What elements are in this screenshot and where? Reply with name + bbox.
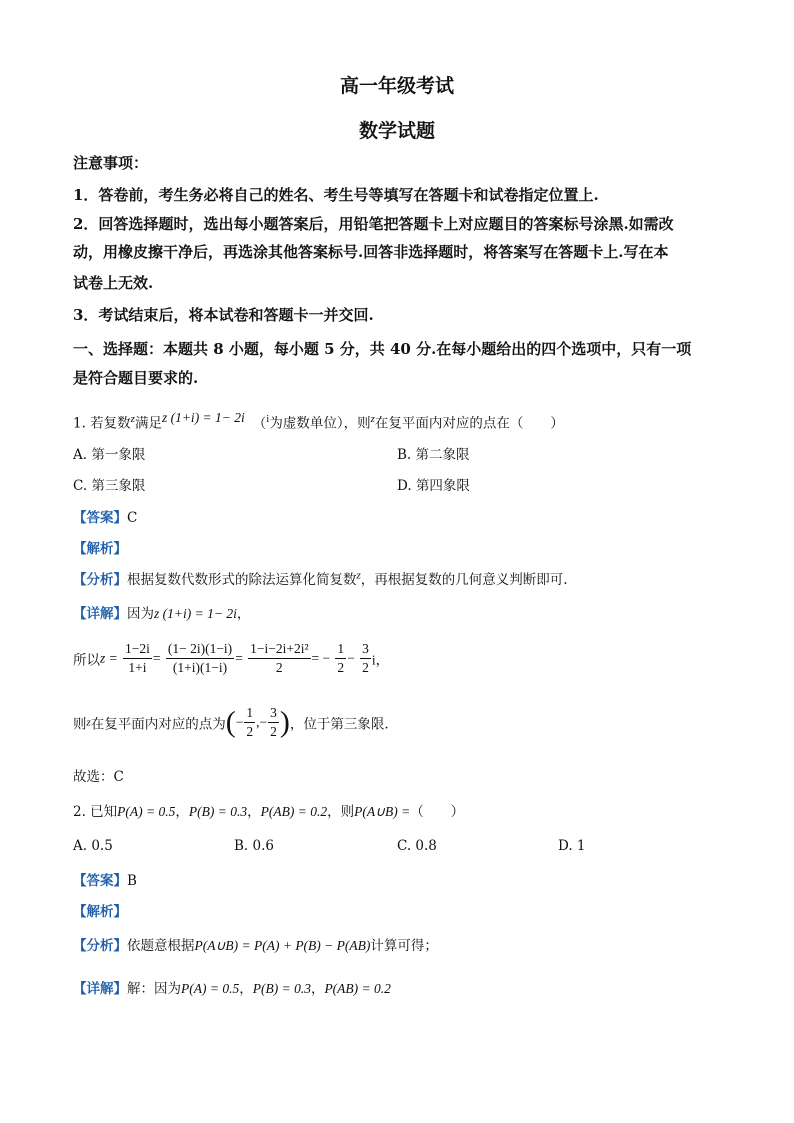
note-line: 动，用橡皮擦干净后，再选涂其他答案标号.回答非选择题时，将答案写在答题卡上.写在本 <box>73 243 669 261</box>
option-a: A. 第一象限 <box>73 447 146 463</box>
option-a: A. 0.5 <box>73 838 113 854</box>
option-c: C. 第三象限 <box>73 478 146 494</box>
answer-row: 【答案】B <box>73 873 137 889</box>
analysis-tag: 【解析】 <box>73 541 127 557</box>
option-d: D. 1 <box>558 838 586 854</box>
option-b: B. 0.6 <box>234 838 274 854</box>
note-line: 2．回答选择题时，选出每小题答案后，用铅笔把答题卡上对应题目的答案标号涂黑.如需改 <box>73 215 674 233</box>
note-line: 3．考试结束后，将本试卷和答题卡一并交回. <box>73 306 374 324</box>
option-c: C. 0.8 <box>397 838 437 854</box>
exam-title: 高一年级考试 <box>339 75 454 97</box>
option-d: D. 第四象限 <box>397 478 470 494</box>
analysis-detail: 【详解】因为z (1+i) = 1− 2i， <box>73 606 251 622</box>
question-2-stem: 2. 已知P(A) = 0.5，P(B) = 0.3，P(AB) = 0.2，则P(A∪B) =（ ） <box>73 804 465 820</box>
point-statement: 则z在复平面内对应的点为(− $\frac{1}{2}$ ,− $\frac{3}{2}$ )，位于第三象限. <box>73 705 389 739</box>
fraction-equation: 所以z = $\frac{1-2i}{1+i}$ = $\frac{(1- 2i)(1-i)}{(1+i)(1-i)}$ = $\frac{\text{1−i−2i+2i²}}{2}$ = − $\frac{1}{2}$ − $\frac{3}{2}$ i， <box>73 641 390 675</box>
note-line: 1．答卷前，考生务必将自己的姓名、考生号等填写在答题卡和试卷指定位置上. <box>73 186 599 204</box>
analysis-detail: 【详解】解：因为P(A) = 0.5，P(B) = 0.3，P(AB) = 0.2 <box>73 981 391 997</box>
exam-subtitle: 数学试题 <box>358 120 435 142</box>
analysis-fenxi: 【分析】依题意根据P(A∪B) = P(A) + P(B) − P(AB)计算可得； <box>73 938 438 954</box>
answer-row: 【答案】C <box>73 510 138 526</box>
question-1-stem: 1. 若复数$^z$满足z (1+i) = 1− 2i （$^i$为虚数单位），则$^z$在复平面内对应的点在（ ） <box>73 410 564 432</box>
section-heading-cont: 是符合题目要求的. <box>73 369 199 387</box>
section-heading: 一、选择题：本题共 8 小题，每小题 5 分，共 40 分.在每小题给出的四个选项中，只有一项 <box>73 340 692 358</box>
option-b: B. 第二象限 <box>397 447 470 463</box>
notes-heading: 注意事项： <box>73 154 149 172</box>
note-line: 试卷上无效. <box>73 274 154 292</box>
analysis-fenxi: 【分析】根据复数代数形式的除法运算化简复数$^z$，再根据复数的几何意义判断即可. <box>73 569 568 588</box>
choose-line: 故选：C <box>73 769 124 785</box>
analysis-tag: 【解析】 <box>73 904 127 920</box>
